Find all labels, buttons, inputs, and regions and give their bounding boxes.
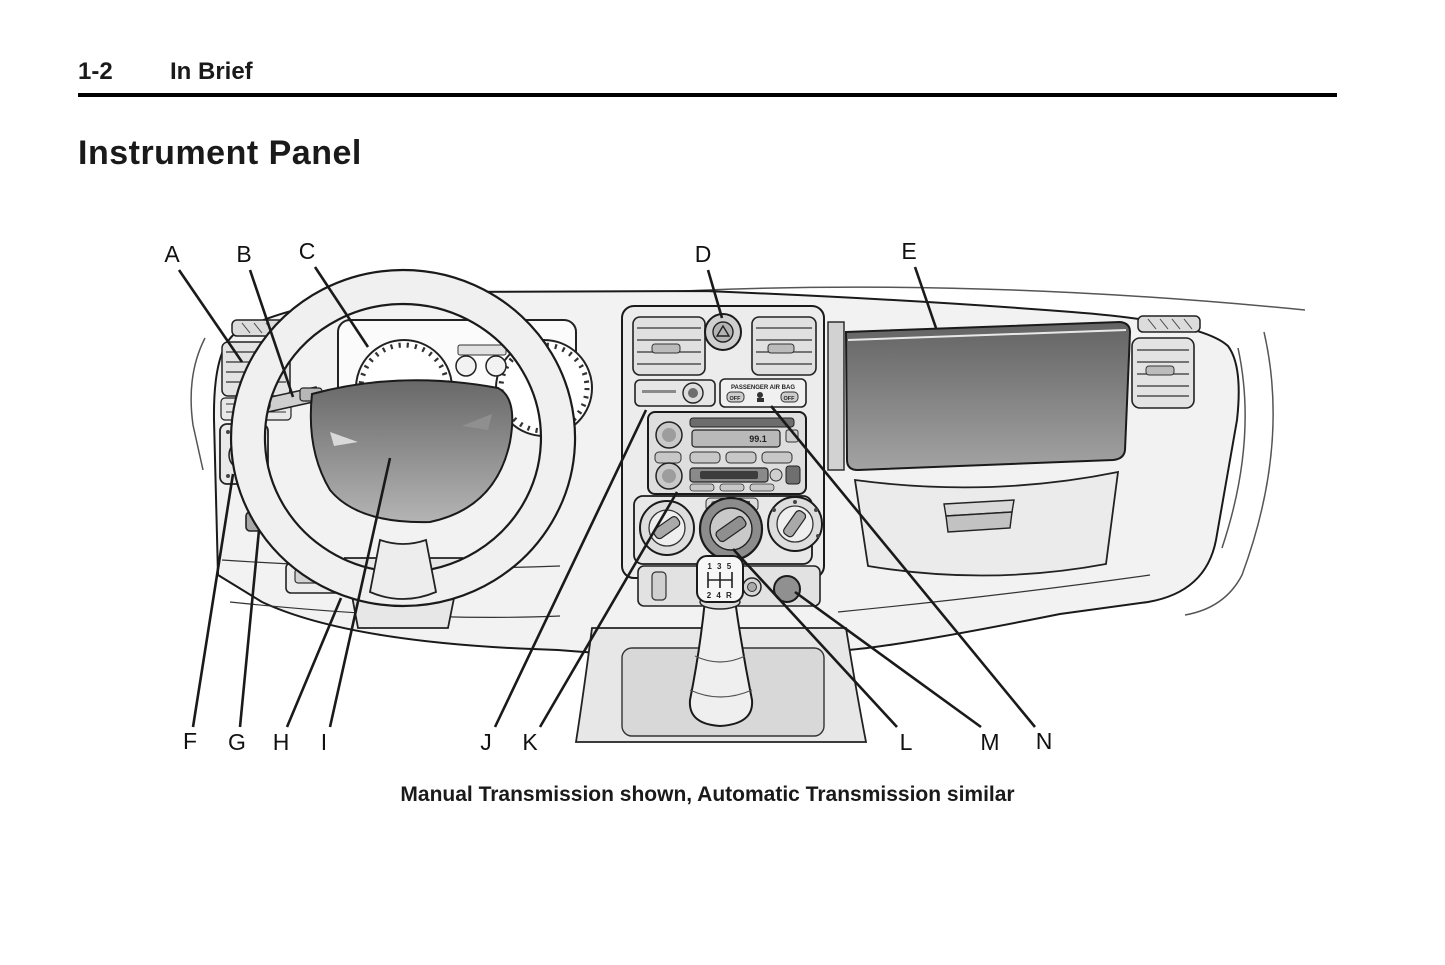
callout-letter-C: C — [298, 238, 316, 264]
radio — [648, 412, 806, 494]
callout-line-A — [179, 270, 242, 362]
page-title: Instrument Panel — [78, 134, 362, 172]
glove-box-handle — [944, 500, 1014, 532]
callout-letter-D: D — [694, 241, 712, 267]
callout-letter-M: M — [980, 729, 1000, 755]
passenger-airbag-indicator — [720, 379, 806, 407]
wheel-lower-spoke — [370, 540, 436, 599]
callout-letter-J: J — [480, 729, 492, 755]
right-air-vent — [1132, 316, 1200, 408]
airbag-off-left: OFF — [729, 396, 741, 402]
shift-pattern-bottom: 2 4 R — [706, 591, 734, 600]
callout-line-F — [193, 474, 233, 727]
callout-letter-I: I — [320, 729, 328, 755]
climate-controls — [634, 496, 822, 564]
section-title: In Brief — [170, 58, 253, 85]
callout-letter-N: N — [1035, 728, 1053, 754]
traction-control-switch — [635, 380, 715, 406]
page-number: 1-2 — [78, 58, 113, 85]
passenger-airbag-cover — [846, 322, 1130, 470]
callout-letter-B: B — [236, 241, 252, 267]
mini-gauge-left — [456, 356, 476, 376]
passenger-airbag-label: PASSENGER AIR BAG — [730, 385, 796, 391]
airbag-off-right: OFF — [783, 396, 795, 402]
callout-letter-G: G — [228, 729, 246, 755]
center-vent-right — [752, 317, 816, 375]
passenger-side-dash — [828, 322, 1130, 576]
hazard-button — [705, 314, 741, 350]
mode-knob-right — [768, 497, 822, 551]
center-stack — [622, 306, 824, 578]
callout-letter-E: E — [901, 238, 917, 264]
temperature-knob-center — [700, 498, 762, 560]
diagram-caption: Manual Transmission shown, Automatic Transmission similar — [400, 783, 1015, 806]
center-vent-left — [633, 317, 705, 375]
radio-display: 99.1 — [749, 434, 767, 444]
callout-letter-F: F — [182, 728, 198, 754]
callout-letter-K: K — [522, 729, 538, 755]
callout-letter-H: H — [272, 729, 290, 755]
callout-letter-A: A — [164, 241, 180, 267]
callout-letter-L: L — [899, 729, 913, 755]
shift-pattern-top: 1 3 5 — [707, 562, 733, 571]
mini-gauge-right — [486, 356, 506, 376]
